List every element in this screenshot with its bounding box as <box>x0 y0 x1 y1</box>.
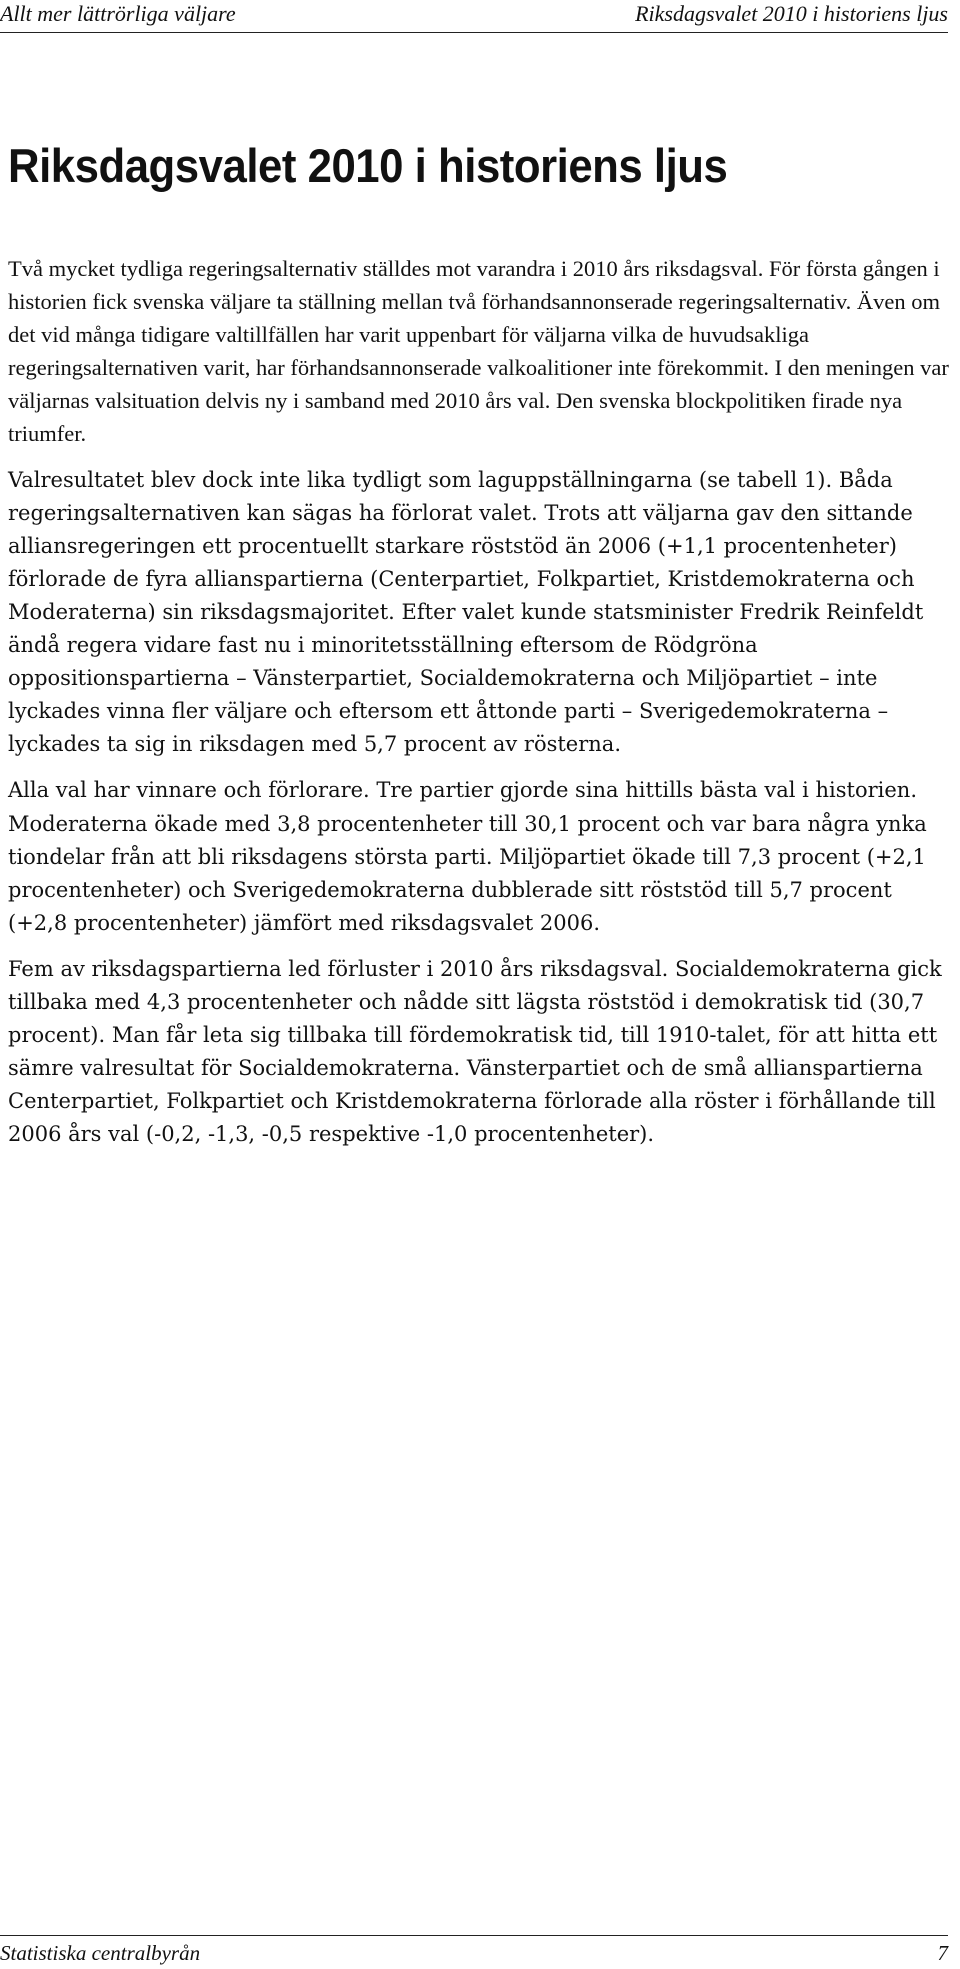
footer-publisher: Statistiska centralbyrån <box>0 1941 201 1965</box>
header-left-text: Allt mer lättrörliga väljare <box>0 1 236 26</box>
page-footer <box>0 1935 948 1965</box>
paragraph-3: Alla val har vinnare och förlorare. Tre partier gjorde sina hittills bästa val i historien. Moderaterna ökade med 3,8 procentenheter till 30,1 procent och var bara några ynka tiondelar från att bli riksdagens största parti. Miljöpartiet ökade till 7,3 procent (+2,1 procentenheter) och Sverigedemokraterna dubblerade sitt röststöd till 5,7 procent (+2,8 procentenheter) jämfört med riksdagsvalet 2006. <box>8 778 927 935</box>
body-text <box>8 252 952 1164</box>
page-title: Riksdagsvalet 2010 i historiens ljus <box>8 139 728 192</box>
paragraph-4: Fem av riksdagspartierna led förluster i 2010 års riksdagsval. Socialdemokraterna gick tillbaka med 4,3 procentenheter och nådde sitt lägsta röststöd i demokratisk tid (30,7 procent). Man får leta sig tillbaka till fördemokratisk tid, till 1910-talet, för att hitta ett sämre valresultat för Socialdemokraterna. Vänsterpartiet och de små allianspartierna Centerpartiet, Folkpartiet och Kristdemokraterna förlorade alla röster i förhållande till 2006 års val (-0,2, -1,3, -0,5 respektive -1,0 procentenheter). <box>8 956 942 1147</box>
header-right-text: Riksdagsvalet 2010 i historiens ljus <box>635 1 948 26</box>
paragraph-1: Två mycket tydliga regeringsalternativ ställdes mot varandra i 2010 års riksdagsval. För första gången i historien fick svenska väljare ta ställning mellan två förhandsannonserade regeringsalternativ. Även om det vid många tidigare valtillfällen har varit uppenbart för väljarna vilka de huvudsakliga regeringsalternativen varit, har förhandsannonserade valkoalitioner inte förekommit. I den meningen var väljarnas valsituation delvis ny i samband med 2010 års val. Den svenska blockpolitiken firade nya triumfer. <box>8 256 949 447</box>
page-number: 7 <box>937 1941 948 1965</box>
paragraph-2: Valresultatet blev dock inte lika tydligt som laguppställningarna (se tabell 1). Båda regeringsalternativen kan sägas ha förlorat valet. Trots att väljarna gav den sittande alliansregeringen ett procentuellt starkare röststöd än 2006 (+1,1 procentenheter) förlorade de fyra allianspartierna (Centerpartiet, Folkpartiet, Kristdemokraterna och Moderaterna) sin riksdagsmajoritet. Efter valet kunde statsminister Fredrik Reinfeldt ändå regera vidare fast nu i minoritetsställning eftersom de Rödgröna oppositionspartierna – Vänsterpartiet, Socialdemokraterna och Miljöpartiet – inte lyckades vinna fler väljare och eftersom ett åttonde parti – Sverigedemokraterna – lyckades ta sig in riksdagen med 5,7 procent av rösterna. <box>8 467 924 757</box>
running-header <box>0 0 948 33</box>
